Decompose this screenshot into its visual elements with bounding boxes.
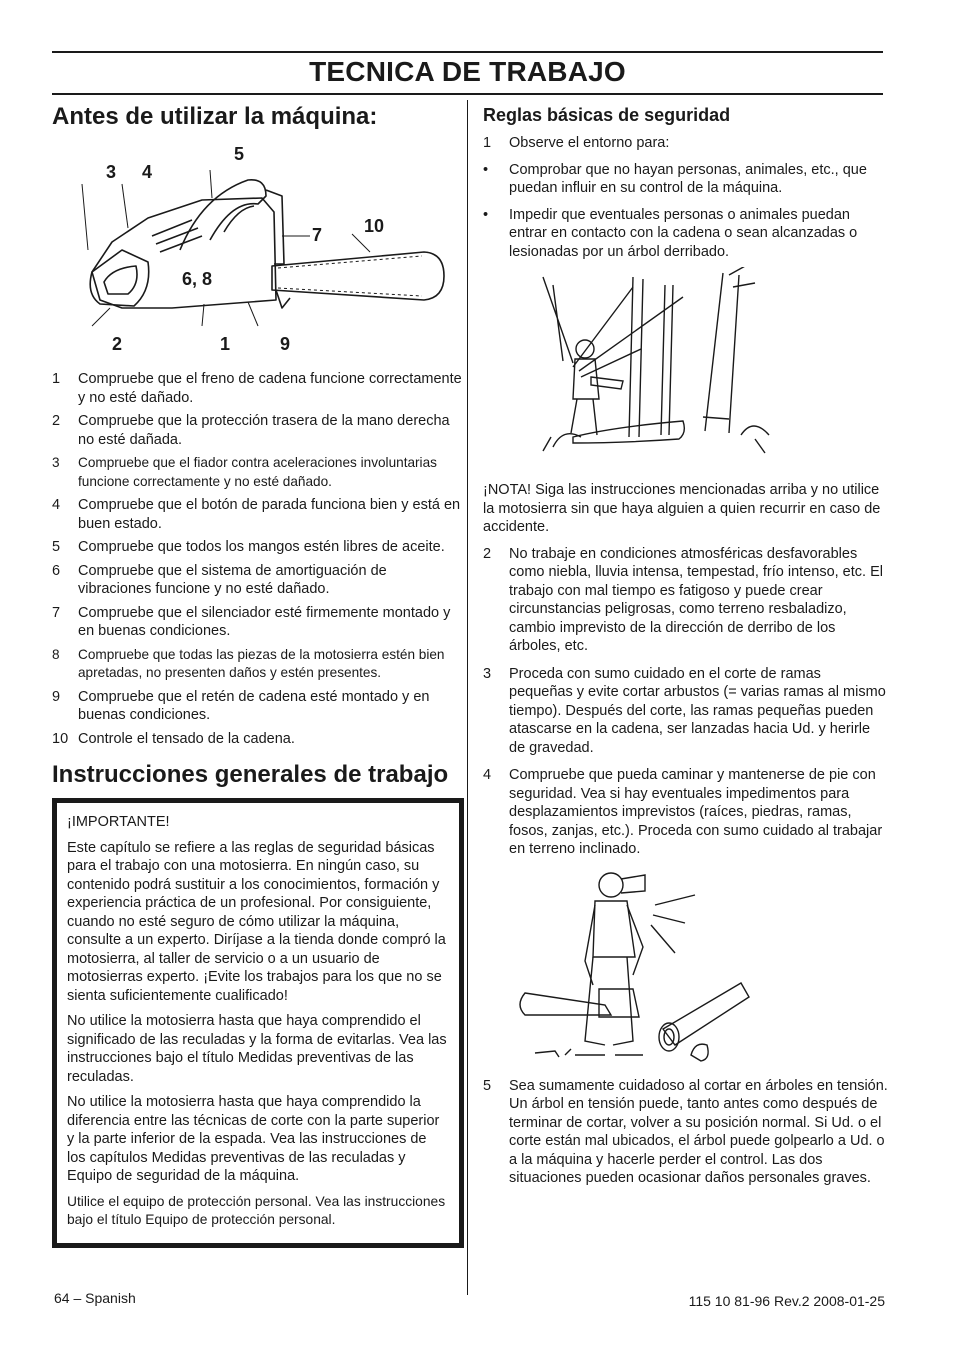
section-heading-before-use: Antes de utilizar la máquina: [52,103,378,130]
title-rule [52,93,883,95]
figure-label-6-8: 6, 8 [182,269,213,289]
operator-footing-illustration [515,865,755,1069]
important-paragraph: Utilice el equipo de protección personal. Vea las instrucciones bajo el título Equipo de protección personal. [67,1193,446,1227]
list-item: 4 Compruebe que pueda caminar y mantenerse de pie con seguridad. Vea si hay eventuales impedimentos para desplazamientos imprevistos (raíces, piedras, ramas, fosos, zanjas, etc.). Proceda con sumo cuidado al trabajar en terreno inclinado. [483,767,883,857]
list-item: 5 Compruebe que todos los mangos estén libres de aceite. [52,539,445,555]
list-item: 2 Compruebe que la protección trasera de la mano derecha no esté dañada. [52,413,450,448]
rules-list-a [483,545,888,859]
top-rule [52,51,883,53]
list-item: 1 Observe el entorno para: [483,135,670,151]
list-item: 10 Controle el tensado de la cadena. [52,730,295,747]
important-notice-box [52,798,464,1248]
document-reference: 115 10 81-96 Rev.2 2008-01-25 [688,1293,885,1309]
list-item: • Impedir que eventuales personas o animales puedan entrar en contacto con la cadena o sean alcanzadas o lesionadas por un árbol derribado. [483,206,858,260]
column-separator [467,100,468,1295]
list-item: 7 Compruebe que el silenciador esté firmemente montado y en buenas condiciones. [52,604,451,639]
important-paragraph: Este capítulo se refiere a las reglas de seguridad básicas para el trabajo con una motosierra. En ningún caso, su contenido podrá sustituir a los conocimientos, formación y experiencia práctica de un profesional. Por consiguiente, cuando no esté seguro de cómo utilizar la máquina, consulte a un experto. Diríjase a la tienda donde compró la motosierra, al taller de servicio o a un usuario de motosierras experto. ¡Evite los trabajos para los que no se sienta suficientemente cualificado! [67,839,446,1004]
important-paragraph: No utilice la motosierra hasta que haya comprendido la diferencia entre las técnicas de corte con la parte superior y la parte inferior de la espada. Vea las instrucciones de los capítulos Medidas preventivas de las reculadas y Equipo de seguridad de la máquina. [67,1094,440,1184]
checklist [52,370,462,748]
list-item: 3 Proceda con sumo cuidado en el corte de ramas pequeñas y evite cortar arbustos (= varias ramas al mismo tiempo). Después del corte, las ramas pequeñas pueden atascarse en la cadena, ser lanzadas hacia Ud. y herirle de gravedad. [483,665,886,756]
page-title: TECNICA DE TRABAJO [309,56,626,87]
chainsaw-figure [52,140,452,362]
list-item: 5 Sea sumamente cuidadoso al cortar en árboles en tensión. Un árbol en tensión puede, tanto antes como después de terminar de cortar, volver a su posición normal. Si Ud. o el corte están mal ubicados, el árbol puede golpearlo a Ud. o a la máquina y hacerle perder el control. Las dos situaciones pueden ocasionar daños personales graves. [483,1077,888,1186]
list-item: • Comprobar que no hayan personas, animales, etc., que puedan influir en su control de la máquina. [483,161,867,196]
figure-label-2: 2 [112,334,123,354]
figure-label-7: 7 [312,225,323,245]
list-item: 6 Compruebe que el sistema de amortiguación de vibraciones funcione y no esté dañado. [52,562,387,597]
list-item: 2 No trabaje en condiciones atmosféricas desfavorables como niebla, lluvia intensa, tempestad, frío intenso, etc. El trabajo con mal tiempo es fatigoso y puede crear circunstancias peligrosas, como terreno resbaladizo, cambio imprevisto de la dirección de derribo de los árboles, etc. [483,545,883,654]
important-paragraph: No utilice la motosierra hasta que haya comprendido el significado de las reculadas y la forma de evitarlas. Vea las instrucciones bajo el título Medidas preventivas de las reculadas. [67,1013,447,1085]
figure-label-10: 10 [364,216,385,236]
page-number: 64 – Spanish [54,1290,136,1306]
rules-list-intro [483,134,888,261]
section-heading-safety-rules: Reglas básicas de seguridad [483,105,731,125]
figure-label-4: 4 [142,162,153,182]
list-item: 3 Compruebe que el fiador contra aceleraciones involuntarias funcione correctamente y no esté dañado. [52,455,437,489]
list-item: 1 Compruebe que el freno de cadena funcione correctamente y no esté dañado. [52,371,462,406]
list-item: 4 Compruebe que el botón de parada funciona bien y está en buen estado. [52,497,461,532]
section-heading-general-instructions: Instrucciones generales de trabajo [52,761,449,788]
figure-label-3: 3 [106,162,117,182]
list-item: 8 Compruebe que todas las piezas de la motosierra estén bien apretadas, no presenten daños y estén presentes. [52,646,445,680]
figure-label-1: 1 [220,334,231,354]
right-column [483,100,888,1193]
forest-felling-illustration [533,267,773,467]
nota-paragraph: ¡NOTA! Siga las instrucciones mencionadas arriba y no utilice la motosierra sin que haya alguien a quien recurrir en caso de accidente. [483,482,881,535]
rules-list-b [483,1077,888,1188]
important-label: ¡IMPORTANTE! [67,814,170,830]
left-column [52,100,462,1248]
figure-label-5: 5 [234,144,245,164]
list-item: 9 Compruebe que el retén de cadena esté montado y en buenas condiciones. [52,688,430,723]
figure-label-9: 9 [280,334,291,354]
